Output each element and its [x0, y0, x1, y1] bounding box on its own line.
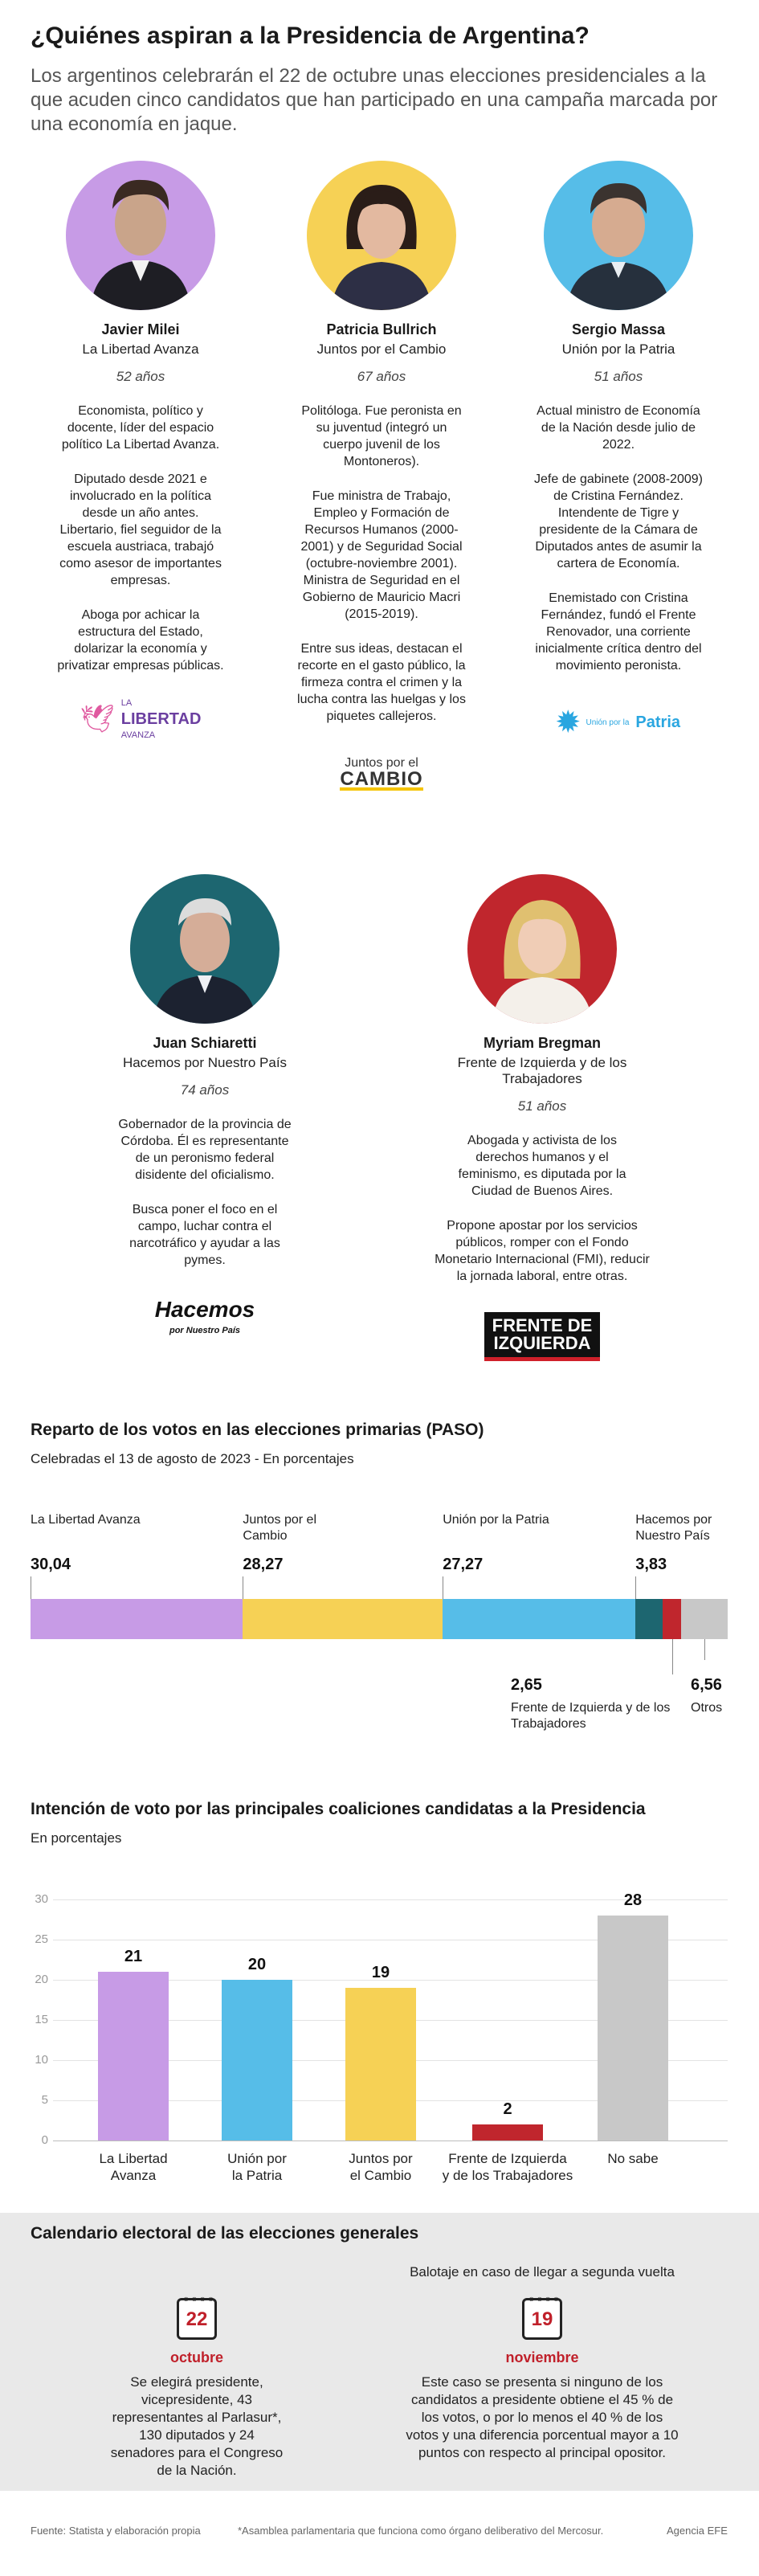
dove-icon: 🕊 [80, 704, 115, 734]
candidate-bio: Gobernador de la provincia de Córdoba. Él es representante de un peronismo federal disidente del oficialismo. [118, 1118, 292, 1182]
event-month: octubre [169, 2349, 223, 2365]
calendar-rings-icon: ○○○○ [528, 2293, 561, 2304]
candidate-party: Frente de Izquierda y de los Trabajadores [457, 1055, 627, 1086]
chart-bar [472, 2124, 543, 2141]
footer-agency: Agencia EFE [667, 2525, 728, 2537]
candidate-bio: Diputado desde 2021 e involucrado en la política desde un año antes. Libertario, fiel seguidor de la escuela austriaca, trabajó como asesor de importantes empresas. [59, 472, 222, 587]
paso-tick [672, 1639, 673, 1674]
candidate-age: 51 años [594, 369, 643, 384]
chart-bar-value: 21 [124, 1948, 143, 1965]
paso-segment [635, 1599, 663, 1639]
chart-bar [98, 1972, 169, 2141]
paso-tick [704, 1639, 705, 1660]
candidate-card-massa [534, 161, 703, 746]
chart-bar-value: 28 [623, 1891, 643, 1909]
chart-subtitle: En porcentajes [31, 1830, 122, 1846]
paso-segment [443, 1599, 635, 1639]
calendar-icon [177, 2293, 217, 2340]
chart-bar-value: 19 [371, 1964, 390, 1981]
event-day: 22 [186, 2308, 208, 2330]
candidate-photo [66, 161, 215, 310]
chart-category-label-line: la Patria [231, 2168, 283, 2183]
chart-ytick-label: 5 [41, 2093, 48, 2107]
party-logo-jxc: Juntos por el CAMBIO [340, 756, 423, 790]
footer-note: *Asamblea parlamentaria que funciona como órgano deliberativo del Mercosur. [238, 2525, 604, 2537]
chart-ytick-label: 10 [35, 2053, 48, 2067]
paso-segment-label: Otros [691, 1701, 723, 1715]
candidate-party: La Libertad Avanza [82, 341, 199, 357]
paso-segment-label: Frente de Izquierda y de los Trabajadores [511, 1701, 671, 1731]
paso-tick [635, 1576, 636, 1599]
candidate-photo [467, 874, 617, 1024]
chart-category-label-line: Juntos por [349, 2151, 413, 2166]
candidate-party: Hacemos por Nuestro País [122, 1055, 288, 1070]
paso-title: Reparto de los votos en las elecciones primarias (PASO) [31, 1421, 484, 1439]
paso-segment [681, 1599, 728, 1639]
paso-segment-value: 30,04 [31, 1556, 71, 1573]
candidate-photo [307, 161, 456, 310]
event-description: Se elegirá presidente, vicepresidente, 43 representantes al Parlasur*, 130 diputados y 24 senadores para el Congreso de la Nación. [110, 2374, 284, 2478]
chart-bar [222, 1980, 292, 2141]
candidate-bio: Jefe de gabinete (2008-2009) de Cristina Fernández. Intendente de Tigre y presidente de la Cámara de Diputados antes de asumir la cartera de Economía. [534, 472, 703, 570]
candidate-card-bregman [418, 874, 667, 1360]
candidate-age: 67 años [357, 369, 406, 384]
person-silhouette-icon [544, 161, 693, 310]
chart-ytick-label: 0 [41, 2133, 48, 2147]
candidate-bio: Politóloga. Fue peronista en su juventud (integró un cuerpo juvenil de los Montoneros). [301, 404, 462, 468]
paso-segment-label: Hacemos por Nuestro País [635, 1513, 712, 1543]
chart-category-label [557, 2150, 709, 2167]
calendar-title: Calendario electoral de las elecciones generales [31, 2224, 419, 2243]
paso-segment-value: 3,83 [635, 1556, 667, 1573]
candidate-name: Patricia Bullrich [326, 321, 437, 337]
paso-segment-label: La Libertad Avanza [31, 1513, 141, 1527]
candidate-name: Javier Milei [101, 321, 180, 337]
candidate-age: 52 años [116, 369, 165, 384]
candidate-bio: Fue ministra de Trabajo, Empleo y Formación de Recursos Humanos (2000-2001) y de Seguridad Social (octubre-noviembre 2001). Ministra de Seguridad en el Gobierno de Mauricio Macri (2015-2019). [300, 489, 463, 621]
candidate-age: 51 años [517, 1098, 567, 1114]
chart-ytick-label: 25 [35, 1932, 48, 1946]
paso-segment-value: 27,27 [443, 1556, 484, 1573]
chart-title: Intención de voto por las principales coaliciones candidatas a la Presidencia [31, 1800, 646, 1818]
paso-segment [31, 1599, 243, 1639]
paso-segment [243, 1599, 443, 1639]
paso-segment-value: 28,27 [243, 1556, 284, 1573]
candidate-bio: Propone apostar por los servicios públicos, romper con el Fondo Monetario Internacional (FMI), reducir la jornada laboral, entre otras. [435, 1219, 650, 1283]
chart-category-label-line: Avanza [110, 2168, 157, 2183]
candidate-bio: Busca poner el foco en el campo, luchar contra el narcotráfico y ayudar a las pymes. [129, 1203, 280, 1267]
paso-segment-value: 2,65 [511, 1676, 542, 1694]
event-month: noviembre [505, 2349, 579, 2365]
chart-bar [598, 1916, 668, 2141]
chart-category-label-line: No sabe [607, 2151, 659, 2166]
party-logo-lla: 🕊 LA LIBERTAD AVANZA [80, 698, 202, 740]
party-logo-fit: FRENTE DE IZQUIERDA [418, 1312, 667, 1360]
party-logo-hnp: Hacemos por Nuestro País [154, 1297, 255, 1335]
person-silhouette-icon [66, 161, 215, 310]
chart-category-label-line: y de los Trabajadores [442, 2168, 573, 2183]
candidate-photo [130, 874, 280, 1024]
page-title: ¿Quiénes aspiran a la Presidencia de Argentina? [31, 22, 590, 49]
footer-source: Fuente: Statista y elaboración propia [31, 2525, 201, 2537]
candidate-bio: Abogada y activista de los derechos humanos y el feminismo, es diputada por la Ciudad de Buenos Aires. [458, 1134, 626, 1198]
chart-ytick-label: 30 [35, 1892, 48, 1906]
candidate-name: Juan Schiaretti [153, 1035, 257, 1051]
runoff-note: Balotaje en caso de llegar a segunda vuelta [410, 2264, 675, 2280]
event-day: 19 [531, 2308, 553, 2330]
candidate-bio: Actual ministro de Economía de la Nación desde julio de 2022. [537, 404, 700, 452]
chart-bar-value: 20 [247, 1956, 267, 1973]
candidate-card-milei [56, 161, 225, 743]
chart-ytick-label: 20 [35, 1973, 48, 1986]
candidate-card-schiaretti [104, 874, 305, 1344]
chart-category-label-line: Unión por [227, 2151, 287, 2166]
chart-category-label-line: Frente de Izquierda [448, 2151, 567, 2166]
event-description: Este caso se presenta si ninguno de los candidatos a presidente obtiene el 45 % de los votos, o por lo menos el 40 % de los votos y una diferencia porcentual mayor a 10 puntos con respecto al principal opositor. [406, 2374, 679, 2460]
paso-segment-label: Juntos por el Cambio [243, 1513, 316, 1543]
chart-ytick-label: 15 [35, 2013, 48, 2026]
candidate-card-bullrich [297, 161, 466, 797]
person-silhouette-icon [130, 874, 280, 1024]
candidate-age: 74 años [180, 1082, 230, 1098]
candidate-bio: Entre sus ideas, destacan el recorte en el gasto público, la firmeza contra el crimen y la lucha contra las huelgas y los piquetes callejeros. [297, 642, 466, 723]
candidate-bio: Economista, político y docente, líder del espacio político La Libertad Avanza. [61, 404, 220, 452]
chart-category-label-line: La Libertad [99, 2151, 168, 2166]
candidate-name: Myriam Bregman [483, 1035, 602, 1051]
calendar-icon [522, 2293, 562, 2340]
party-logo-uxp: ✹ Unión por la Patria [556, 707, 680, 738]
candidate-bio: Enemistado con Cristina Fernández, fundó el Frente Renovador, una corriente inicialmente crítica dentro del movimiento peronista. [535, 591, 702, 673]
paso-subtitle: Celebradas el 13 de agosto de 2023 - En porcentajes [31, 1451, 354, 1466]
chart-bar-value: 2 [503, 2100, 512, 2118]
chart-category-label-line: el Cambio [349, 2168, 412, 2183]
sun-icon: ✹ [556, 707, 580, 738]
person-silhouette-icon [467, 874, 617, 1024]
paso-stacked-bar [31, 1599, 728, 1639]
candidate-party: Unión por la Patria [561, 341, 675, 357]
chart-bar [345, 1988, 416, 2141]
candidate-name: Sergio Massa [571, 321, 666, 337]
calendar-rings-icon: ○○○○ [183, 2293, 216, 2304]
paso-segment-label: Unión por la Patria [443, 1513, 549, 1527]
paso-segment [663, 1599, 681, 1639]
page-subtitle: Los argentinos celebrarán el 22 de octubre unas elecciones presidenciales a la que acuden cinco candidatos que han participado en una campaña marcada por una economía en jaque. [31, 65, 718, 135]
candidate-photo [544, 161, 693, 310]
paso-segment-value: 6,56 [691, 1676, 722, 1694]
candidate-party: Juntos por el Cambio [316, 341, 447, 357]
person-silhouette-icon [307, 161, 456, 310]
candidate-bio: Aboga por achicar la estructura del Estado, dolarizar la economía y privatizar empresas públicas. [57, 608, 224, 673]
